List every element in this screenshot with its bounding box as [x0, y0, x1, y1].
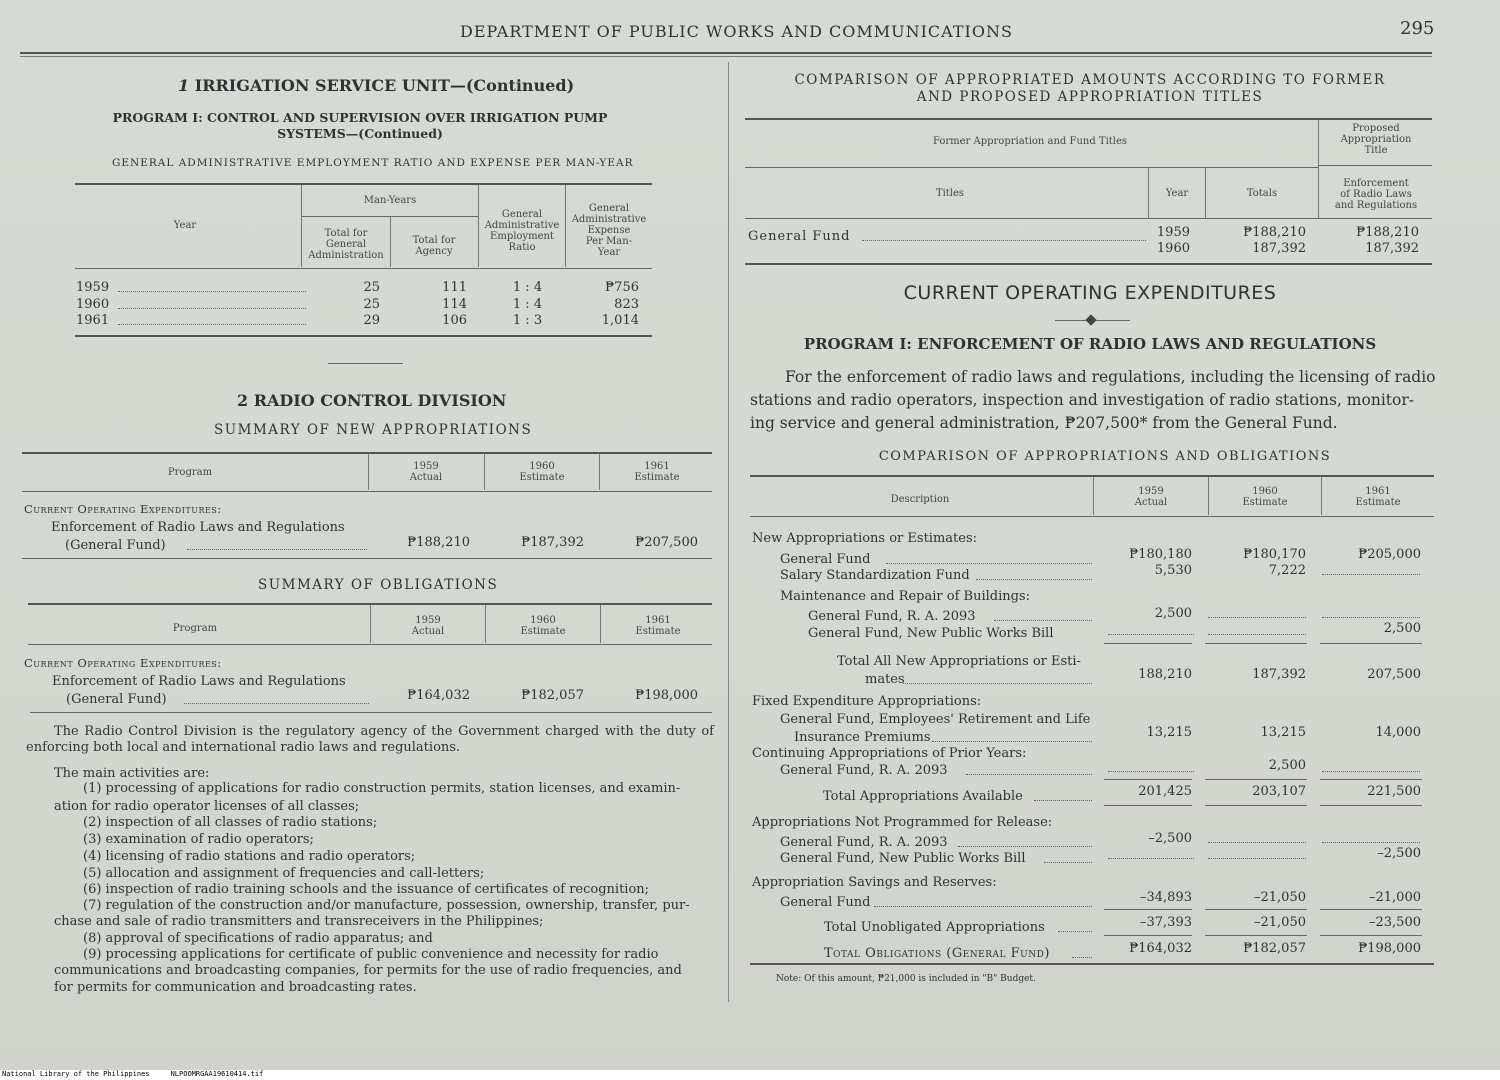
col-year: Year — [173, 220, 197, 231]
cao-title: COMPARISON OF APPROPRIATIONS AND OBLIGATIONS — [878, 449, 1332, 464]
running-title: DEPARTMENT OF PUBLIC WORKS AND COMMUNICATIONS — [460, 22, 1013, 41]
table-row: General Fund, New Public Works Bill — [780, 851, 1026, 866]
main-activities-label: The main activities are: — [54, 766, 210, 781]
table-row: Total All New Appropriations or Esti- — [837, 654, 1081, 669]
col-ratio: General Administrative Employment Ratio — [484, 209, 560, 253]
section2-heading: 2 RADIO CONTROL DIVISION — [237, 391, 507, 410]
col-total-general: Total for General Administration — [308, 228, 384, 261]
comparison-titles-heading: COMPARISON OF APPROPRIATED AMOUNTS ACCORDING TO FORMER AND PROPOSED APPROPRIATION TITLES — [794, 72, 1386, 105]
col-man-years: Man-Years — [363, 195, 417, 206]
list-item: chase and sale of radio transmitters and transreceivers in the Philippines; — [54, 914, 544, 929]
table-row: General Fund, R. A. 2093 — [808, 609, 976, 624]
ratio-table-title: GENERAL ADMINISTRATIVE EMPLOYMENT RATIO AND EXPENSE PER MAN-YEAR — [112, 157, 634, 169]
list-item: (9) processing applications for certificate of public convenience and necessity for radio — [83, 947, 659, 962]
list-item: (3) examination of radio operators; — [83, 832, 314, 847]
list-item: (1) processing of applications for radio construction permits, station licenses, and examin- — [83, 781, 681, 796]
program-heading: PROGRAM I: ENFORCEMENT OF RADIO LAWS AND REGULATIONS — [803, 335, 1377, 353]
table-row: General Fund — [780, 552, 871, 567]
section-separator — [328, 363, 403, 364]
page-number: 295 — [1400, 18, 1435, 39]
column-divider — [728, 62, 729, 1002]
list-item: (5) allocation and assignment of frequencies and call-letters; — [83, 866, 485, 881]
table-row: Salary Standardization Fund — [780, 568, 970, 583]
col-total-agency: Total for Agency — [412, 235, 456, 257]
table-row: Total Unobligated Appropriations — [824, 920, 1045, 935]
list-item: communications and broadcasting companies, for permits for the use of radio frequencies, and — [54, 963, 682, 978]
table-row: General Fund, R. A. 2093 — [780, 835, 948, 850]
col-expense: General Administrative Expense Per Man- Year — [571, 203, 647, 258]
summary-obligations-title: SUMMARY OF OBLIGATIONS — [258, 577, 499, 593]
list-item: ation for radio operator licenses of all classes; — [54, 799, 360, 814]
list-item: (4) licensing of radio stations and radio operators; — [83, 849, 416, 864]
table-row: General Fund, New Public Works Bill — [808, 626, 1054, 641]
table-row: 1961 — [76, 313, 110, 328]
summary-new-title: SUMMARY OF NEW APPROPRIATIONS — [214, 422, 533, 438]
table-row: 1960 — [76, 297, 110, 312]
coe-heading: CURRENT OPERATING EXPENDITURES — [903, 282, 1277, 304]
list-item: (8) approval of specifications of radio apparatus; and — [83, 931, 433, 946]
list-item: (2) inspection of all classes of radio stations; — [83, 815, 378, 830]
table-row: General Fund, R. A. 2093 — [780, 763, 948, 778]
list-item: (6) inspection of radio training schools and the issuance of certificates of recognition; — [83, 882, 650, 897]
section1-heading: 1 IRRIGATION SERVICE UNIT—(Continued) — [178, 76, 575, 95]
table-row: General Fund — [780, 895, 871, 910]
division-description: The Radio Control Division is the regulatory agency of the Government charged with the duty of enforcing both local and international radio laws and regulations. — [26, 724, 714, 755]
table-row: Total Appropriations Available — [823, 789, 1023, 804]
header-rule — [20, 52, 1432, 57]
diamond-icon — [1085, 314, 1096, 325]
list-item: for permits for communication and broadcasting rates. — [54, 980, 417, 995]
footer-label: National Library of the Philippines NLPOOMRGAA19610414.tif — [2, 1070, 264, 1078]
table-row: General Fund — [748, 229, 851, 244]
table-row: 1959 — [76, 280, 110, 295]
table-row: General Fund, Employees' Retirement and Life — [780, 712, 1091, 727]
table-row: Total Obligations (General Fund) — [824, 946, 1050, 961]
list-item: (7) regulation of the construction and/or manufacture, possession, ownership, transfer, pur- — [83, 898, 690, 913]
program-title: PROGRAM I: CONTROL AND SUPERVISION OVER IRRIGATION PUMP SYSTEMS—(Continued) — [112, 110, 608, 141]
footnote: Note: Of this amount, ₱21,000 is included in "B" Budget. — [776, 974, 1036, 984]
document-page: DEPARTMENT OF PUBLIC WORKS AND COMMUNICATIONS 295 1 IRRIGATION SERVICE UNIT—(Continued) PROGRAM I: CONTROL AND SUPERVISION OVER IRRIGATION PUMP SYSTEMS—(Continued) GENERAL ADMINISTRATIVE EMPLOYMENT RATIO AND EXPENSE PER MAN-YEAR Year Man-Years Total for General Administration Total for Agency General Administrative Employment Ratio General Administrative Expense Per Man- Year 1959 25 111 1 : 4 ₱756 1960 25 114 1 : 4 823 1961 29 106 1 : 3 1,014 2 RADIO CONTROL DIVISION SUMMARY OF NEW APPROPRIATIONS Program 1959 Actual 1960 Estimate 1961 Estimate Current Operating Expenditures: Enforcement of Radio Laws and Regulations (General Fund) ₱188,210 ₱187,392 ₱207,500 SUMMARY OF OBLIGATIONS Program 1959 Actual 1960 Estimate 1961 Estimate Current Operating Expenditures: Enforcement of Radio Laws and Regulations (General Fund) ₱164,032 ₱182,057 ₱198,000 The Radio Control Division is the regulatory agency of the Government charged with the duty of enforcing both local and international radio laws and regulations. The main activities are: (1) processing of applications for radio construction permits, station licenses, and examin- ation for radio operator licenses of all classes; (2) inspection of all classes of radio stations; (3) examination of radio operators; (4) licensing of radio stations and radio operators; (5) allocation and assignment of frequencies and call-letters; (6) inspection of radio training schools and the issuance of certificates of recognition; (7) regulation of the construction and/or manufacture, possession, ownership, transfer, pur- chase and sale of radio transmitters and transreceivers in the Philippines; (8) approval of specifications of radio apparatus; and (9) processing applications for certificate of public convenience and necessity for radio communications and broadcasting companies, for permits for the use of radio frequencies, and for permits for communication and broadcasting rates. COMPARISON OF APPROPRIATED AMOUNTS ACCORDING TO FORMER AND PROPOSED APPROPRIATION TITLES Former Appropriation and Fund Titles Proposed Appropriation Title Titles Year Totals Enforcement of Radio Laws and Regulations General Fund 1959 ₱188,210 ₱188,210 1960 187,392 187,392 CURRENT OPERATING EXPENDITURES PROGRAM I: ENFORCEMENT OF RADIO LAWS AND REGULATIONS For the enforcement of radio laws and regulations, including the licensing of radio stations and radio operators, inspection and investigation of radio stations, monitor- ing service and general administration, ₱207,500* from the General Fund. COMPARISON OF APPROPRIATIONS AND OBLIGATIONS Description 1959 Actual 1960 Estimate 1961 Estimate New Appropriations or Estimates: General Fund ₱180,180 ₱180,170 ₱205,000 Salary Standardization Fund 5,530 7,222 Maintenance and Repair of Buildings: General Fund, R. A. 2093 2,500 General Fund, New Public Works Bill 2,500 Total All New Appropriations or Esti- mates 188,210 187,392 207,500 Fixed Expenditure Appropriations: General Fund, Employees' Retirement and Life Insurance Premiums 13,215 13,215 14,000 Continuing Appropriations of Prior Years: General Fund, R. A. 2093 2,500 Total Appropriations Available 201,425 203,107 221,500 Appropriations Not Programmed for Release: General Fund, R. A. 2093 –2,500 General Fund, New Public Works Bill –2,500 Appropriation Savings and Reserves: General Fund –34,893 –21,050 –21,000 Total Unobligated Appropriations –37,393 –21,050 –23,500 Total Obligations (General Fund) ₱164,032 ₱182,057 ₱198,000 Note: Of this amount, ₱21,000 is included in "B" Budget. National Library of the Philippines NLPOOMRGAA19610414.tif — [0, 0, 1500, 1080]
